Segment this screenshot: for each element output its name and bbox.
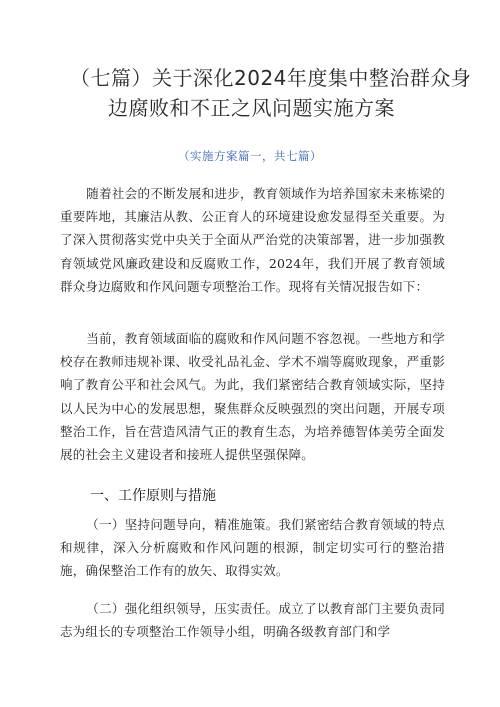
section-heading: 一、工作原则与措施 <box>90 488 216 504</box>
intro-paragraph-1: 随着社会的不断发展和进步，教育领域作为培养国家未来栋梁的重要阵地，其廉洁从教、公正育人的环境建设愈发显得至关重要。为了深入贯彻落实党中央关于全面从严治党的决策部署，进一步加强教育领域党风廉政建设和反腐败工作，2024年，我们开展了教育领域群众身边腐败和作风问题专项整治工作。现将有关情况报告如下： <box>60 186 445 294</box>
section-paragraph-1: （一）坚持问题导向，精准施策。我们紧密结合教育领域的特点和规律，深入分析腐败和作风问题的根源，制定切实可行的整治措施，确保整治工作有的放矢、取得实效。 <box>60 517 445 579</box>
document-subtitle: （实施方案篇一，共七篇） <box>178 149 322 163</box>
document-title-line-1: （七篇）关于深化2024年度集中整治群众身 <box>70 66 472 90</box>
intro-paragraph-2: 当前，教育领域面临的腐败和作风问题不容忽视。一些地方和学校存在教师违规补课、收受礼品礼金、学术不端等腐败现象，严重影响了教育公平和社会风气。为此，我们紧密结合教育领域实际，坚持以人民为中心的发展思想，聚焦群众反映强烈的突出问题，开展专项整治工作，旨在营造风清气正的教育生态，为培养德智体美劳全面发展的社会主义建设者和接班人提供坚强保障。 <box>60 331 445 463</box>
document-title-line-2: 边腐败和不正之风问题实施方案 <box>108 96 395 120</box>
section-paragraph-2: （二）强化组织领导，压实责任。成立了以教育部门主要负责同志为组长的专项整治工作领导小组，明确各级教育部门和学 <box>60 601 445 640</box>
